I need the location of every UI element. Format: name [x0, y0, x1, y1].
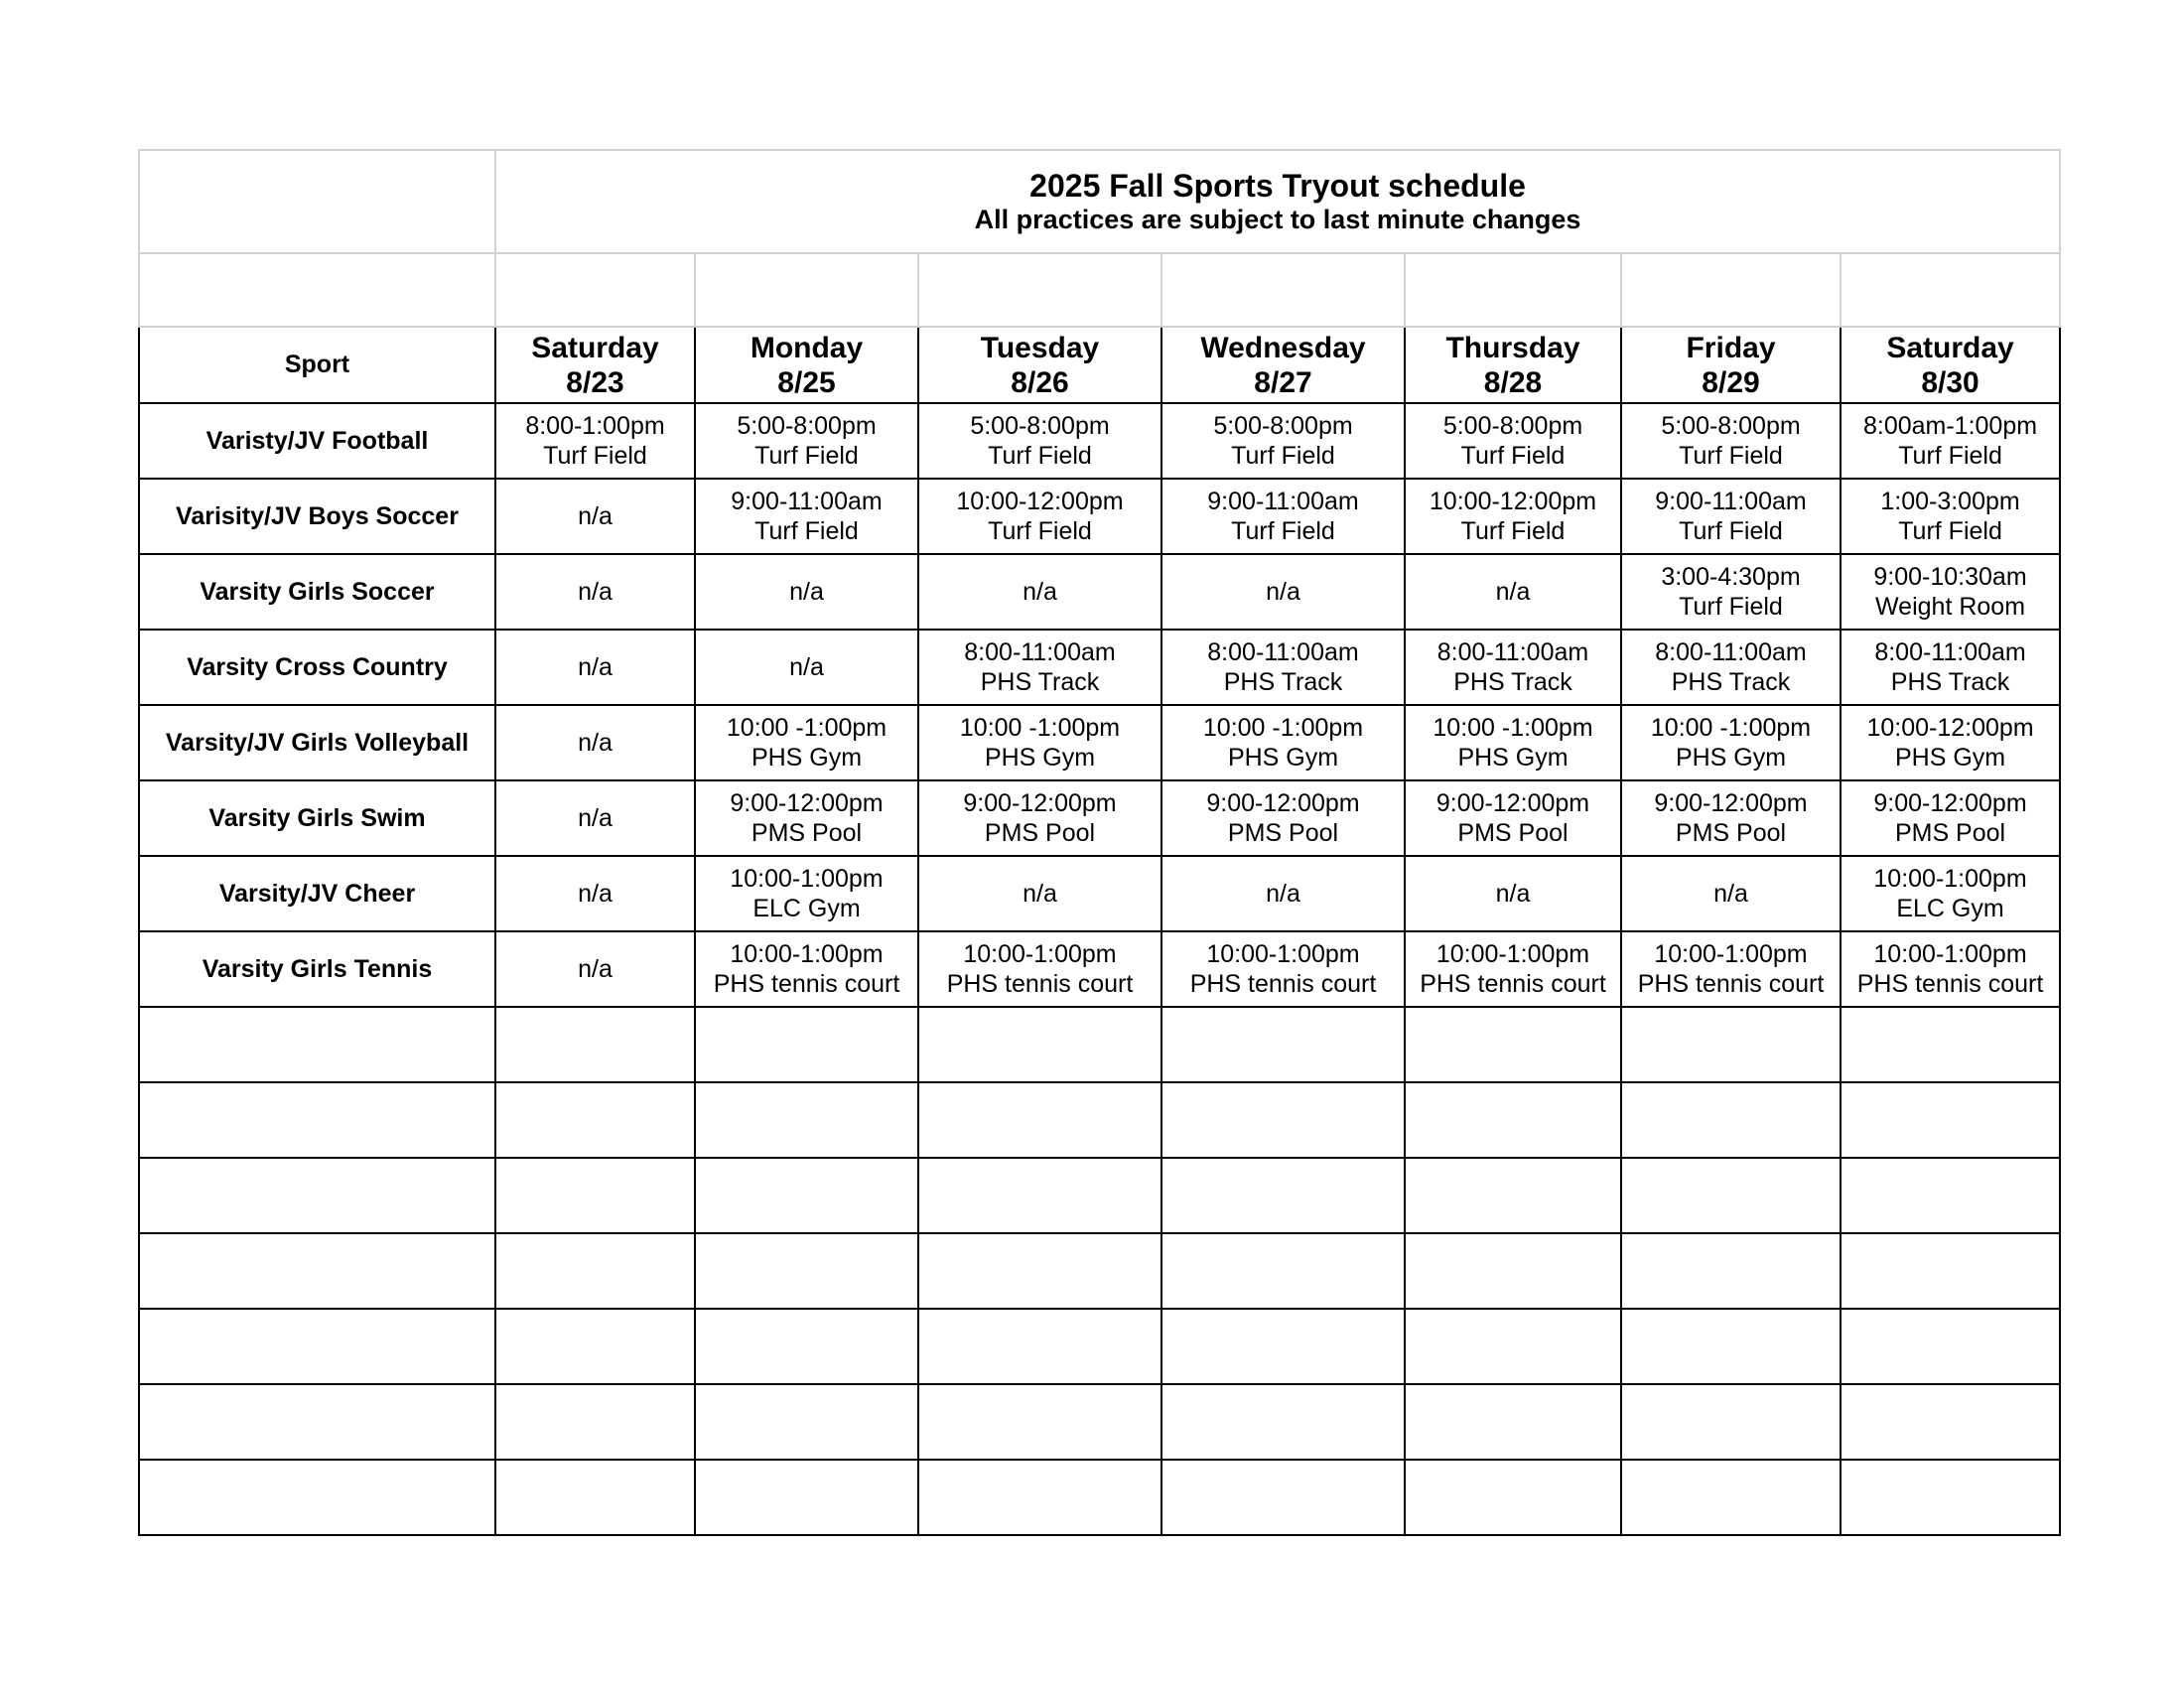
schedule-slot: [1161, 630, 1405, 705]
schedule-slot: [1161, 780, 1405, 856]
schedule-title: 2025 Fall Sports Tryout schedule: [1029, 168, 1526, 204]
spacer-cell: [695, 253, 918, 327]
slot-location: PHS tennis court: [946, 970, 1134, 998]
day-header-cell: [1405, 327, 1621, 403]
empty-cell: [139, 1082, 495, 1158]
spacer-cell: [1161, 253, 1405, 327]
slot-time: 9:00-12:00pm: [1435, 789, 1590, 817]
schedule-slot: [1621, 705, 1841, 780]
schedule-slot: [1621, 479, 1841, 554]
sport-row: [139, 856, 2060, 931]
empty-cell: [695, 1460, 918, 1535]
slot-na: n/a: [578, 501, 613, 530]
slot-location: Weight Room: [1875, 593, 2026, 621]
empty-cell: [1405, 1158, 1621, 1233]
slot-time: 10:00-12:00pm: [1866, 714, 2034, 742]
schedule-slot: [1841, 554, 2060, 630]
slot-location: PHS Gym: [1894, 744, 2006, 772]
slot-time: 5:00-8:00pm: [1442, 412, 1583, 440]
sport-column-header: Sport: [139, 327, 495, 403]
empty-cell: [495, 1082, 695, 1158]
slot-location: PHS Gym: [1457, 744, 1569, 772]
slot-location: PHS Gym: [1227, 744, 1339, 772]
title-cell: [495, 150, 2060, 253]
slot-na: n/a: [789, 652, 824, 681]
schedule-slot: [918, 780, 1161, 856]
schedule-slot: [918, 856, 1161, 931]
empty-cell: [695, 1158, 918, 1233]
empty-cell: [1161, 1309, 1405, 1384]
slot-location: ELC Gym: [752, 895, 861, 922]
empty-row: [139, 1158, 2060, 1233]
slot-time: 5:00-8:00pm: [737, 412, 877, 440]
empty-cell: [695, 1233, 918, 1309]
slot-time: 10:00 -1:00pm: [1433, 714, 1593, 742]
schedule-slot: [1621, 856, 1841, 931]
slot-na: n/a: [578, 954, 613, 983]
slot-time: 8:00-11:00am: [1874, 638, 2026, 666]
empty-cell: [1621, 1158, 1841, 1233]
slot-location: PMS Pool: [1457, 819, 1569, 847]
empty-cell: [1841, 1082, 2060, 1158]
slot-na: n/a: [1023, 879, 1057, 908]
empty-cell: [1405, 1082, 1621, 1158]
sport-name: Varsity/JV Girls Volleyball: [139, 705, 495, 780]
day-header-cell: [695, 327, 918, 403]
slot-location: PHS Track: [980, 668, 1100, 696]
sport-name: Varsity Girls Swim: [139, 780, 495, 856]
empty-cell: [918, 1309, 1161, 1384]
empty-cell: [918, 1233, 1161, 1309]
slot-time: 8:00-11:00am: [1207, 638, 1359, 666]
slot-time: 9:00-11:00am: [731, 488, 883, 515]
schedule-slot: [495, 705, 695, 780]
slot-time: 10:00-1:00pm: [1206, 940, 1360, 968]
schedule-slot: [1405, 856, 1621, 931]
day-name: Thursday: [1445, 331, 1580, 364]
slot-location: PHS tennis court: [1637, 970, 1825, 998]
schedule-slot: [1841, 403, 2060, 479]
spacer-cell: [139, 253, 495, 327]
empty-cell: [1841, 1007, 2060, 1082]
day-name: Friday: [1686, 331, 1776, 364]
schedule-slot: [695, 856, 918, 931]
empty-cell: [918, 1460, 1161, 1535]
sport-name: Varsity Girls Soccer: [139, 554, 495, 630]
slot-time: 5:00-8:00pm: [1213, 412, 1353, 440]
sport-row: [139, 931, 2060, 1007]
empty-cell: [1621, 1384, 1841, 1460]
day-name: Monday: [750, 331, 864, 364]
title-row: [139, 150, 2060, 253]
empty-row: [139, 1233, 2060, 1309]
sport-name: Varsity Girls Tennis: [139, 931, 495, 1007]
schedule-slot: [918, 630, 1161, 705]
slot-location: PMS Pool: [751, 819, 863, 847]
empty-cell: [1161, 1384, 1405, 1460]
slot-location: Turf Field: [1460, 517, 1566, 545]
schedule-slot: [1161, 705, 1405, 780]
sport-row: [139, 554, 2060, 630]
slot-location: Turf Field: [1679, 517, 1783, 545]
sport-row: [139, 705, 2060, 780]
sport-row: [139, 630, 2060, 705]
slot-na: n/a: [789, 577, 824, 606]
empty-cell: [918, 1384, 1161, 1460]
empty-cell: [1841, 1158, 2060, 1233]
schedule-slot: [1405, 630, 1621, 705]
slot-location: PHS Track: [1890, 668, 2010, 696]
schedule-slot: [1161, 931, 1405, 1007]
empty-cell: [1161, 1233, 1405, 1309]
slot-location: Turf Field: [1679, 593, 1783, 621]
schedule-slot: [918, 705, 1161, 780]
slot-na: n/a: [578, 577, 613, 606]
slot-time: 5:00-8:00pm: [1661, 412, 1801, 440]
slot-time: 1:00-3:00pm: [1880, 488, 2020, 515]
schedule-slot: [495, 931, 695, 1007]
schedule-sheet: [138, 149, 2059, 1544]
empty-cell: [1161, 1460, 1405, 1535]
schedule-slot: [1841, 856, 2060, 931]
empty-cell: [495, 1309, 695, 1384]
slot-location: PHS Gym: [984, 744, 1096, 772]
slot-location: Turf Field: [988, 517, 1092, 545]
slot-location: Turf Field: [543, 442, 647, 470]
day-date: 8/28: [1483, 365, 1543, 399]
schedule-slot: [1621, 931, 1841, 1007]
slot-location: PHS Track: [1671, 668, 1791, 696]
schedule-slot: [495, 479, 695, 554]
spacer-cell: [1621, 253, 1841, 327]
slot-location: Turf Field: [1231, 517, 1335, 545]
day-date: 8/30: [1921, 365, 1979, 399]
schedule-slot: [918, 931, 1161, 1007]
schedule-slot: [495, 403, 695, 479]
empty-row: [139, 1384, 2060, 1460]
spacer-cell: [495, 253, 695, 327]
empty-cell: [695, 1082, 918, 1158]
slot-time: 10:00 -1:00pm: [726, 714, 887, 742]
empty-cell: [1161, 1082, 1405, 1158]
slot-location: PMS Pool: [1227, 819, 1339, 847]
empty-cell: [1405, 1309, 1621, 1384]
slot-na: n/a: [1266, 577, 1300, 606]
slot-time: 8:00-11:00am: [1436, 638, 1589, 666]
empty-cell: [139, 1158, 495, 1233]
empty-cell: [495, 1158, 695, 1233]
empty-cell: [1841, 1233, 2060, 1309]
schedule-slot: [1161, 856, 1405, 931]
schedule-slot: [1841, 931, 2060, 1007]
schedule-slot: [1621, 554, 1841, 630]
schedule-slot: [918, 554, 1161, 630]
slot-location: PHS tennis court: [1420, 970, 1606, 998]
slot-time: 8:00-11:00am: [1655, 638, 1807, 666]
day-header-cell: [918, 327, 1161, 403]
empty-cell: [1405, 1460, 1621, 1535]
slot-location: Turf Field: [1460, 442, 1566, 470]
empty-cell: [1161, 1007, 1405, 1082]
schedule-slot: [695, 705, 918, 780]
slot-time: 10:00-12:00pm: [956, 488, 1124, 515]
empty-cell: [1405, 1384, 1621, 1460]
schedule-slot: [495, 630, 695, 705]
slot-na: n/a: [1495, 577, 1531, 606]
schedule-slot: [1161, 554, 1405, 630]
schedule-slot: [1161, 479, 1405, 554]
slot-na: n/a: [1713, 879, 1748, 908]
empty-cell: [139, 1384, 495, 1460]
slot-na: n/a: [1023, 577, 1057, 606]
empty-cell: [695, 1309, 918, 1384]
empty-cell: [1161, 1158, 1405, 1233]
slot-time: 10:00 -1:00pm: [1650, 714, 1812, 742]
empty-row: [139, 1309, 2060, 1384]
slot-na: n/a: [1266, 879, 1300, 908]
schedule-table: [138, 149, 2061, 1536]
schedule-subtitle: All practices are subject to last minute changes: [974, 205, 1581, 234]
schedule-slot: [1621, 630, 1841, 705]
day-name: Saturday: [531, 331, 659, 364]
schedule-slot: [495, 856, 695, 931]
slot-time: 10:00-1:00pm: [963, 940, 1117, 968]
slot-time: 9:00-11:00am: [1655, 488, 1807, 515]
slot-na: n/a: [578, 652, 613, 681]
day-header-cell: [1621, 327, 1841, 403]
slot-time: 10:00-1:00pm: [1873, 940, 2027, 968]
slot-location: Turf Field: [1679, 442, 1783, 470]
sport-row: [139, 780, 2060, 856]
empty-cell: [918, 1158, 1161, 1233]
day-date: 8/29: [1702, 365, 1760, 399]
sport-name: Varsity Cross Country: [139, 630, 495, 705]
schedule-slot: [495, 554, 695, 630]
empty-row: [139, 1007, 2060, 1082]
schedule-slot: [1841, 705, 2060, 780]
slot-location: PMS Pool: [1894, 819, 2006, 847]
slot-time: 9:00-12:00pm: [963, 789, 1117, 817]
schedule-slot: [1161, 403, 1405, 479]
slot-time: 9:00-12:00pm: [730, 789, 884, 817]
empty-cell: [1621, 1082, 1841, 1158]
slot-time: 10:00-1:00pm: [730, 865, 884, 893]
schedule-slot: [695, 479, 918, 554]
empty-cell: [495, 1233, 695, 1309]
day-header-cell: [1161, 327, 1405, 403]
day-header-cell: [1841, 327, 2060, 403]
slot-location: PHS Gym: [1675, 744, 1787, 772]
schedule-slot: [1841, 780, 2060, 856]
empty-row: [139, 1082, 2060, 1158]
slot-location: PHS tennis court: [713, 970, 900, 998]
slot-time: 9:00-11:00am: [1207, 488, 1359, 515]
empty-cell: [139, 1460, 495, 1535]
slot-na: n/a: [578, 803, 613, 832]
schedule-slot: [695, 931, 918, 1007]
empty-cell: [918, 1007, 1161, 1082]
slot-time: 10:00-1:00pm: [1873, 865, 2027, 893]
schedule-slot: [1841, 479, 2060, 554]
day-date: 8/23: [566, 365, 624, 399]
day-date: 8/27: [1254, 365, 1312, 399]
day-name: Saturday: [1886, 331, 2014, 364]
slot-location: PHS tennis court: [1856, 970, 2044, 998]
empty-cell: [495, 1384, 695, 1460]
slot-location: PHS Track: [1453, 668, 1572, 696]
slot-time: 5:00-8:00pm: [970, 412, 1110, 440]
slot-location: PMS Pool: [984, 819, 1096, 847]
empty-cell: [139, 1007, 495, 1082]
slot-location: Turf Field: [1898, 442, 2002, 470]
schedule-slot: [1621, 780, 1841, 856]
schedule-slot: [1405, 705, 1621, 780]
empty-cell: [1405, 1007, 1621, 1082]
slot-time: 10:00-12:00pm: [1429, 488, 1597, 515]
slot-time: 10:00-1:00pm: [1654, 940, 1808, 968]
slot-location: Turf Field: [754, 442, 859, 470]
day-header-cell: [495, 327, 695, 403]
day-date: 8/25: [777, 365, 836, 399]
empty-cell: [695, 1007, 918, 1082]
sport-name: Varisity/JV Boys Soccer: [139, 479, 495, 554]
schedule-slot: [1621, 403, 1841, 479]
empty-cell: [495, 1460, 695, 1535]
spacer-cell: [918, 253, 1161, 327]
empty-cell: [1621, 1233, 1841, 1309]
spacer-row: [139, 253, 2060, 327]
slot-location: Turf Field: [1898, 517, 2002, 545]
empty-cell: [495, 1007, 695, 1082]
sport-row: [139, 403, 2060, 479]
empty-cell: [918, 1082, 1161, 1158]
sport-name: Varisty/JV Football: [139, 403, 495, 479]
day-date: 8/26: [1011, 365, 1069, 399]
schedule-slot: [1405, 554, 1621, 630]
empty-cell: [1841, 1460, 2060, 1535]
slot-location: PHS tennis court: [1189, 970, 1377, 998]
empty-cell: [1621, 1460, 1841, 1535]
schedule-slot: [695, 630, 918, 705]
empty-cell: [1841, 1309, 2060, 1384]
slot-time: 9:00-12:00pm: [1654, 789, 1808, 817]
day-header-row: [139, 327, 2060, 403]
empty-cell: [139, 1309, 495, 1384]
empty-cell: [1405, 1233, 1621, 1309]
slot-time: 10:00 -1:00pm: [959, 714, 1121, 742]
slot-location: PHS Gym: [751, 744, 863, 772]
slot-location: PHS Track: [1223, 668, 1343, 696]
spacer-cell: [1405, 253, 1621, 327]
slot-time: 9:00-10:30am: [1873, 563, 2027, 591]
schedule-slot: [1841, 630, 2060, 705]
slot-time: 8:00-11:00am: [964, 638, 1116, 666]
empty-cell: [1621, 1309, 1841, 1384]
slot-na: n/a: [1495, 879, 1531, 908]
schedule-slot: [695, 403, 918, 479]
slot-time: 10:00 -1:00pm: [1202, 714, 1364, 742]
day-name: Tuesday: [980, 331, 1100, 364]
schedule-slot: [1405, 479, 1621, 554]
schedule-slot: [918, 479, 1161, 554]
slot-location: Turf Field: [1231, 442, 1335, 470]
slot-time: 3:00-4:30pm: [1661, 563, 1801, 591]
schedule-slot: [695, 554, 918, 630]
slot-time: 9:00-12:00pm: [1206, 789, 1360, 817]
day-name: Wednesday: [1200, 331, 1366, 364]
slot-location: PMS Pool: [1675, 819, 1787, 847]
sport-row: [139, 479, 2060, 554]
empty-row: [139, 1460, 2060, 1535]
schedule-slot: [1405, 403, 1621, 479]
empty-cell: [1621, 1007, 1841, 1082]
slot-time: 10:00-1:00pm: [1435, 940, 1590, 968]
empty-cell: [695, 1384, 918, 1460]
slot-location: ELC Gym: [1896, 895, 2004, 922]
title-corner-cell: [139, 150, 495, 253]
schedule-slot: [695, 780, 918, 856]
slot-na: n/a: [578, 728, 613, 757]
schedule-slot: [918, 403, 1161, 479]
spacer-cell: [1841, 253, 2060, 327]
schedule-slot: [495, 780, 695, 856]
slot-time: 8:00am-1:00pm: [1862, 412, 2038, 440]
schedule-slot: [1405, 780, 1621, 856]
empty-cell: [139, 1233, 495, 1309]
schedule-slot: [1405, 931, 1621, 1007]
slot-time: 10:00-1:00pm: [730, 940, 884, 968]
slot-location: Turf Field: [988, 442, 1092, 470]
sport-name: Varsity/JV Cheer: [139, 856, 495, 931]
slot-na: n/a: [578, 879, 613, 908]
empty-cell: [1841, 1384, 2060, 1460]
slot-time: 9:00-12:00pm: [1873, 789, 2027, 817]
slot-time: 8:00-1:00pm: [525, 412, 665, 440]
slot-location: Turf Field: [754, 517, 859, 545]
